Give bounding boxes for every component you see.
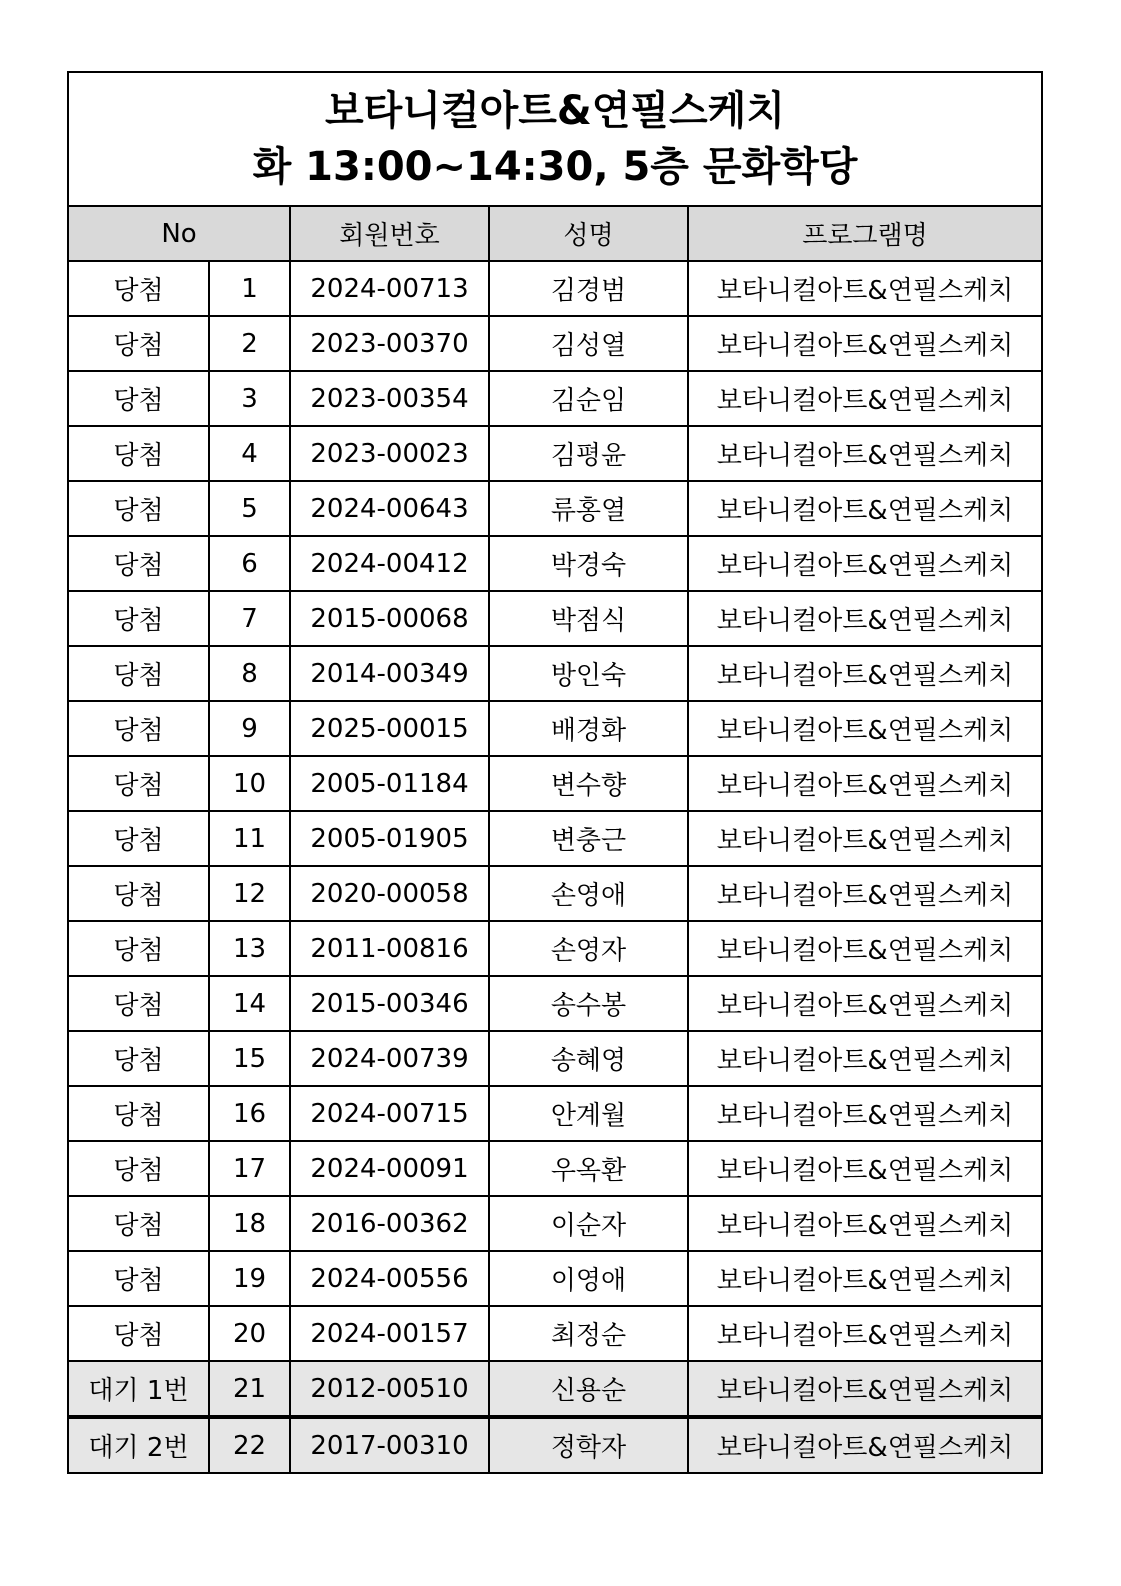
status-cell: 당첨	[68, 646, 209, 701]
number-cell: 4	[209, 426, 290, 481]
member-id-cell: 2023-00023	[290, 426, 489, 481]
member-id-cell: 2005-01905	[290, 811, 489, 866]
name-cell: 변충근	[489, 811, 688, 866]
table-row	[68, 1086, 1042, 1141]
header-member-id: 회원번호	[290, 206, 489, 261]
number-cell: 13	[209, 921, 290, 976]
status-cell: 당첨	[68, 1306, 209, 1361]
program-cell: 보타니컬아트&연필스케치	[688, 976, 1042, 1031]
member-id-cell: 2015-00068	[290, 591, 489, 646]
roster-table	[67, 71, 1043, 1474]
member-id-cell: 2024-00643	[290, 481, 489, 536]
program-cell: 보타니컬아트&연필스케치	[688, 536, 1042, 591]
member-id-cell: 2015-00346	[290, 976, 489, 1031]
name-cell: 이순자	[489, 1196, 688, 1251]
name-cell: 김경범	[489, 261, 688, 316]
status-cell: 당첨	[68, 536, 209, 591]
member-id-cell: 2024-00556	[290, 1251, 489, 1306]
number-cell: 6	[209, 536, 290, 591]
status-cell: 당첨	[68, 1031, 209, 1086]
name-cell: 박경숙	[489, 536, 688, 591]
member-id-cell: 2023-00354	[290, 371, 489, 426]
table-row	[68, 646, 1042, 701]
program-cell: 보타니컬아트&연필스케치	[688, 426, 1042, 481]
member-id-cell: 2024-00412	[290, 536, 489, 591]
name-cell: 손영자	[489, 921, 688, 976]
number-cell: 12	[209, 866, 290, 921]
program-cell: 보타니컬아트&연필스케치	[688, 1141, 1042, 1196]
program-cell: 보타니컬아트&연필스케치	[688, 701, 1042, 756]
number-cell: 9	[209, 701, 290, 756]
name-cell: 안계월	[489, 1086, 688, 1141]
table-row	[68, 481, 1042, 536]
program-cell: 보타니컬아트&연필스케치	[688, 646, 1042, 701]
header-row	[68, 206, 1042, 261]
number-cell: 19	[209, 1251, 290, 1306]
program-cell: 보타니컬아트&연필스케치	[688, 1306, 1042, 1361]
table-row	[68, 701, 1042, 756]
roster-body	[68, 261, 1042, 1473]
header-program: 프로그램명	[688, 206, 1042, 261]
number-cell: 1	[209, 261, 290, 316]
table-row	[68, 536, 1042, 591]
member-id-cell: 2020-00058	[290, 866, 489, 921]
name-cell: 최정순	[489, 1306, 688, 1361]
program-cell: 보타니컬아트&연필스케치	[688, 756, 1042, 811]
program-cell: 보타니컬아트&연필스케치	[688, 1031, 1042, 1086]
header-no: No	[68, 206, 290, 261]
name-cell: 손영애	[489, 866, 688, 921]
name-cell: 김성열	[489, 316, 688, 371]
name-cell: 우옥환	[489, 1141, 688, 1196]
table-row	[68, 426, 1042, 481]
status-cell: 당첨	[68, 591, 209, 646]
status-cell: 당첨	[68, 261, 209, 316]
member-id-cell: 2005-01184	[290, 756, 489, 811]
name-cell: 송수봉	[489, 976, 688, 1031]
status-cell: 당첨	[68, 811, 209, 866]
name-cell: 방인숙	[489, 646, 688, 701]
number-cell: 3	[209, 371, 290, 426]
number-cell: 18	[209, 1196, 290, 1251]
document-title	[68, 72, 1042, 206]
table-row	[68, 976, 1042, 1031]
title-line-2: 화 13:00~14:30, 5층 문화학당	[252, 144, 858, 190]
table-row	[68, 316, 1042, 371]
member-id-cell: 2024-00157	[290, 1306, 489, 1361]
name-cell: 신용순	[489, 1361, 688, 1417]
member-id-cell: 2017-00310	[290, 1417, 489, 1473]
table-row	[68, 371, 1042, 426]
table-row	[68, 591, 1042, 646]
status-cell: 당첨	[68, 701, 209, 756]
table-row	[68, 1196, 1042, 1251]
member-id-cell: 2011-00816	[290, 921, 489, 976]
name-cell: 변수향	[489, 756, 688, 811]
member-id-cell: 2016-00362	[290, 1196, 489, 1251]
table-row	[68, 811, 1042, 866]
program-cell: 보타니컬아트&연필스케치	[688, 1086, 1042, 1141]
program-cell: 보타니컬아트&연필스케치	[688, 481, 1042, 536]
status-cell: 당첨	[68, 371, 209, 426]
program-cell: 보타니컬아트&연필스케치	[688, 1417, 1042, 1473]
table-row	[68, 1251, 1042, 1306]
member-id-cell: 2024-00715	[290, 1086, 489, 1141]
table-row	[68, 1361, 1042, 1417]
table-row	[68, 1141, 1042, 1196]
name-cell: 김평윤	[489, 426, 688, 481]
number-cell: 22	[209, 1417, 290, 1473]
status-cell: 당첨	[68, 1251, 209, 1306]
title-line-1: 보타니컬아트&연필스케치	[325, 88, 785, 134]
status-cell: 당첨	[68, 1086, 209, 1141]
table-row	[68, 1031, 1042, 1086]
member-id-cell: 2024-00739	[290, 1031, 489, 1086]
program-cell: 보타니컬아트&연필스케치	[688, 811, 1042, 866]
table-row	[68, 921, 1042, 976]
status-cell: 당첨	[68, 756, 209, 811]
program-cell: 보타니컬아트&연필스케치	[688, 591, 1042, 646]
number-cell: 16	[209, 1086, 290, 1141]
member-id-cell: 2024-00091	[290, 1141, 489, 1196]
number-cell: 21	[209, 1361, 290, 1417]
program-cell: 보타니컬아트&연필스케치	[688, 261, 1042, 316]
table-row	[68, 866, 1042, 921]
name-cell: 이영애	[489, 1251, 688, 1306]
name-cell: 송혜영	[489, 1031, 688, 1086]
name-cell: 정학자	[489, 1417, 688, 1473]
status-cell: 대기 2번	[68, 1417, 209, 1473]
table-row	[68, 756, 1042, 811]
name-cell: 류홍열	[489, 481, 688, 536]
name-cell: 박점식	[489, 591, 688, 646]
member-id-cell: 2023-00370	[290, 316, 489, 371]
member-id-cell: 2014-00349	[290, 646, 489, 701]
member-id-cell: 2024-00713	[290, 261, 489, 316]
program-cell: 보타니컬아트&연필스케치	[688, 1196, 1042, 1251]
status-cell: 대기 1번	[68, 1361, 209, 1417]
status-cell: 당첨	[68, 866, 209, 921]
number-cell: 5	[209, 481, 290, 536]
table-row	[68, 1306, 1042, 1361]
status-cell: 당첨	[68, 426, 209, 481]
program-cell: 보타니컬아트&연필스케치	[688, 1251, 1042, 1306]
program-cell: 보타니컬아트&연필스케치	[688, 921, 1042, 976]
status-cell: 당첨	[68, 976, 209, 1031]
name-cell: 배경화	[489, 701, 688, 756]
name-cell: 김순임	[489, 371, 688, 426]
number-cell: 15	[209, 1031, 290, 1086]
status-cell: 당첨	[68, 1196, 209, 1251]
program-cell: 보타니컬아트&연필스케치	[688, 371, 1042, 426]
status-cell: 당첨	[68, 921, 209, 976]
number-cell: 14	[209, 976, 290, 1031]
number-cell: 2	[209, 316, 290, 371]
member-id-cell: 2012-00510	[290, 1361, 489, 1417]
number-cell: 8	[209, 646, 290, 701]
number-cell: 20	[209, 1306, 290, 1361]
number-cell: 7	[209, 591, 290, 646]
number-cell: 11	[209, 811, 290, 866]
table-row	[68, 261, 1042, 316]
program-cell: 보타니컬아트&연필스케치	[688, 1361, 1042, 1417]
status-cell: 당첨	[68, 316, 209, 371]
program-cell: 보타니컬아트&연필스케치	[688, 316, 1042, 371]
header-name: 성명	[489, 206, 688, 261]
number-cell: 10	[209, 756, 290, 811]
status-cell: 당첨	[68, 481, 209, 536]
title-row	[68, 72, 1042, 206]
member-id-cell: 2025-00015	[290, 701, 489, 756]
number-cell: 17	[209, 1141, 290, 1196]
table-row	[68, 1417, 1042, 1473]
status-cell: 당첨	[68, 1141, 209, 1196]
program-cell: 보타니컬아트&연필스케치	[688, 866, 1042, 921]
